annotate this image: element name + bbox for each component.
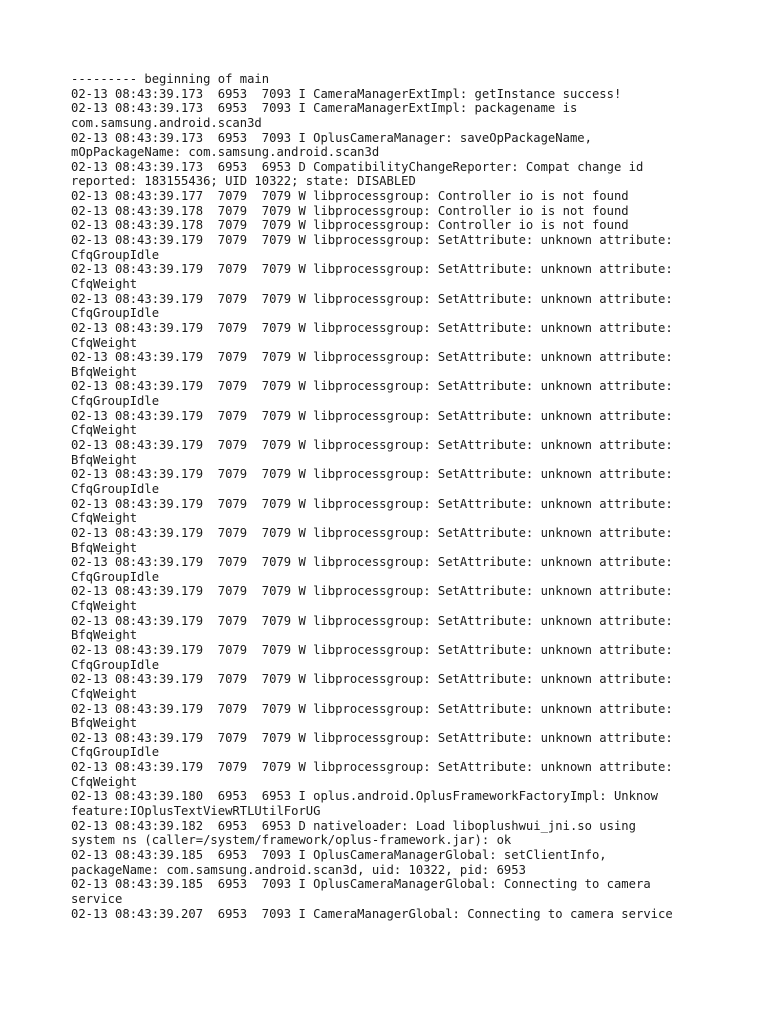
log-line: 02-13 08:43:39.178 7079 7079 W libprocessgroup: Controller io is not found <box>71 203 629 218</box>
log-line: 02-13 08:43:39.179 7079 7079 W libprocessgroup: SetAttribute: unknown attribute: <box>71 350 673 365</box>
log-line: mOpPackageName: com.samsung.android.scan3d <box>71 145 380 160</box>
log-line: CfqWeight <box>71 599 138 614</box>
log-line: 02-13 08:43:39.179 7079 7079 W libprocessgroup: SetAttribute: unknown attribute: <box>71 672 673 687</box>
log-line: CfqWeight <box>71 276 138 291</box>
log-line: BfqWeight <box>71 628 138 643</box>
log-line: CfqGroupIdle <box>71 481 160 496</box>
log-line: CfqWeight <box>71 686 138 701</box>
log-line: CfqWeight <box>71 774 138 789</box>
log-line: CfqWeight <box>71 335 138 350</box>
log-line: packageName: com.samsung.android.scan3d, uid: 10322, pid: 6953 <box>71 862 526 877</box>
log-line: 02-13 08:43:39.179 7079 7079 W libprocessgroup: SetAttribute: unknown attribute: <box>71 525 673 540</box>
log-line: 02-13 08:43:39.179 7079 7079 W libprocessgroup: SetAttribute: unknown attribute: <box>71 379 673 394</box>
log-text-block <box>71 72 711 921</box>
log-line: BfqWeight <box>71 364 138 379</box>
log-line: 02-13 08:43:39.179 7079 7079 W libprocessgroup: SetAttribute: unknown attribute: <box>71 584 673 599</box>
log-line: CfqGroupIdle <box>71 745 160 760</box>
log-line: CfqGroupIdle <box>71 306 160 321</box>
log-line: reported: 183155436; UID 10322; state: DISABLED <box>71 174 416 189</box>
log-line: 02-13 08:43:39.185 6953 7093 I OplusCameraManagerGlobal: Connecting to camera <box>71 877 651 892</box>
log-line: 02-13 08:43:39.178 7079 7079 W libprocessgroup: Controller io is not found <box>71 218 629 233</box>
log-line: --------- beginning of main <box>71 72 270 86</box>
log-line: 02-13 08:43:39.179 7079 7079 W libprocessgroup: SetAttribute: unknown attribute: <box>71 408 673 423</box>
log-line: service <box>71 891 123 906</box>
log-line: CfqGroupIdle <box>71 657 160 672</box>
log-line: 02-13 08:43:39.173 6953 7093 I OplusCameraManager: saveOpPackageName, <box>71 130 592 145</box>
log-line: 02-13 08:43:39.180 6953 6953 I oplus.android.OplusFrameworkFactoryImpl: Unknow <box>71 789 658 804</box>
log-line: 02-13 08:43:39.179 7079 7079 W libprocessgroup: SetAttribute: unknown attribute: <box>71 613 673 628</box>
log-line: 02-13 08:43:39.179 7079 7079 W libprocessgroup: SetAttribute: unknown attribute: <box>71 730 673 745</box>
log-line: 02-13 08:43:39.185 6953 7093 I OplusCameraManagerGlobal: setClientInfo, <box>71 847 607 862</box>
log-line: 02-13 08:43:39.179 7079 7079 W libprocessgroup: SetAttribute: unknown attribute: <box>71 555 673 570</box>
log-line: 02-13 08:43:39.179 7079 7079 W libprocessgroup: SetAttribute: unknown attribute: <box>71 262 673 277</box>
log-line: 02-13 08:43:39.179 7079 7079 W libprocessgroup: SetAttribute: unknown attribute: <box>71 467 673 482</box>
log-line: 02-13 08:43:39.173 6953 6953 D CompatibilityChangeReporter: Compat change id <box>71 159 644 174</box>
log-line: 02-13 08:43:39.179 7079 7079 W libprocessgroup: SetAttribute: unknown attribute: <box>71 291 673 306</box>
log-line: 02-13 08:43:39.179 7079 7079 W libprocessgroup: SetAttribute: unknown attribute: <box>71 233 673 248</box>
log-line: feature:IOplusTextViewRTLUtilForUG <box>71 804 321 819</box>
log-line: CfqWeight <box>71 423 138 438</box>
log-line: CfqWeight <box>71 511 138 526</box>
log-line: CfqGroupIdle <box>71 247 160 262</box>
log-line: 02-13 08:43:39.179 7079 7079 W libprocessgroup: SetAttribute: unknown attribute: <box>71 438 673 453</box>
log-line: 02-13 08:43:39.179 7079 7079 W libprocessgroup: SetAttribute: unknown attribute: <box>71 320 673 335</box>
log-line: CfqGroupIdle <box>71 569 160 584</box>
log-line: 02-13 08:43:39.177 7079 7079 W libprocessgroup: Controller io is not found <box>71 189 629 204</box>
log-line: 02-13 08:43:39.173 6953 7093 I CameraManagerExtImpl: packagename is <box>71 101 578 116</box>
log-line: 02-13 08:43:39.173 6953 7093 I CameraManagerExtImpl: getInstance success! <box>71 86 622 101</box>
log-line: 02-13 08:43:39.182 6953 6953 D nativeloader: Load liboplushwui_jni.so using <box>71 818 636 833</box>
log-line: BfqWeight <box>71 452 138 467</box>
log-line: 02-13 08:43:39.179 7079 7079 W libprocessgroup: SetAttribute: unknown attribute: <box>71 496 673 511</box>
log-line: com.samsung.android.scan3d <box>71 115 262 130</box>
log-line: 02-13 08:43:39.179 7079 7079 W libprocessgroup: SetAttribute: unknown attribute: <box>71 701 673 716</box>
log-line: BfqWeight <box>71 540 138 555</box>
log-line: 02-13 08:43:39.179 7079 7079 W libprocessgroup: SetAttribute: unknown attribute: <box>71 642 673 657</box>
log-line: system ns (caller=/system/framework/oplus-framework.jar): ok <box>71 833 512 848</box>
log-line: 02-13 08:43:39.207 6953 7093 I CameraManagerGlobal: Connecting to camera service <box>71 906 673 921</box>
log-line: BfqWeight <box>71 716 138 731</box>
log-line: CfqGroupIdle <box>71 394 160 409</box>
log-line: 02-13 08:43:39.179 7079 7079 W libprocessgroup: SetAttribute: unknown attribute: <box>71 760 673 775</box>
